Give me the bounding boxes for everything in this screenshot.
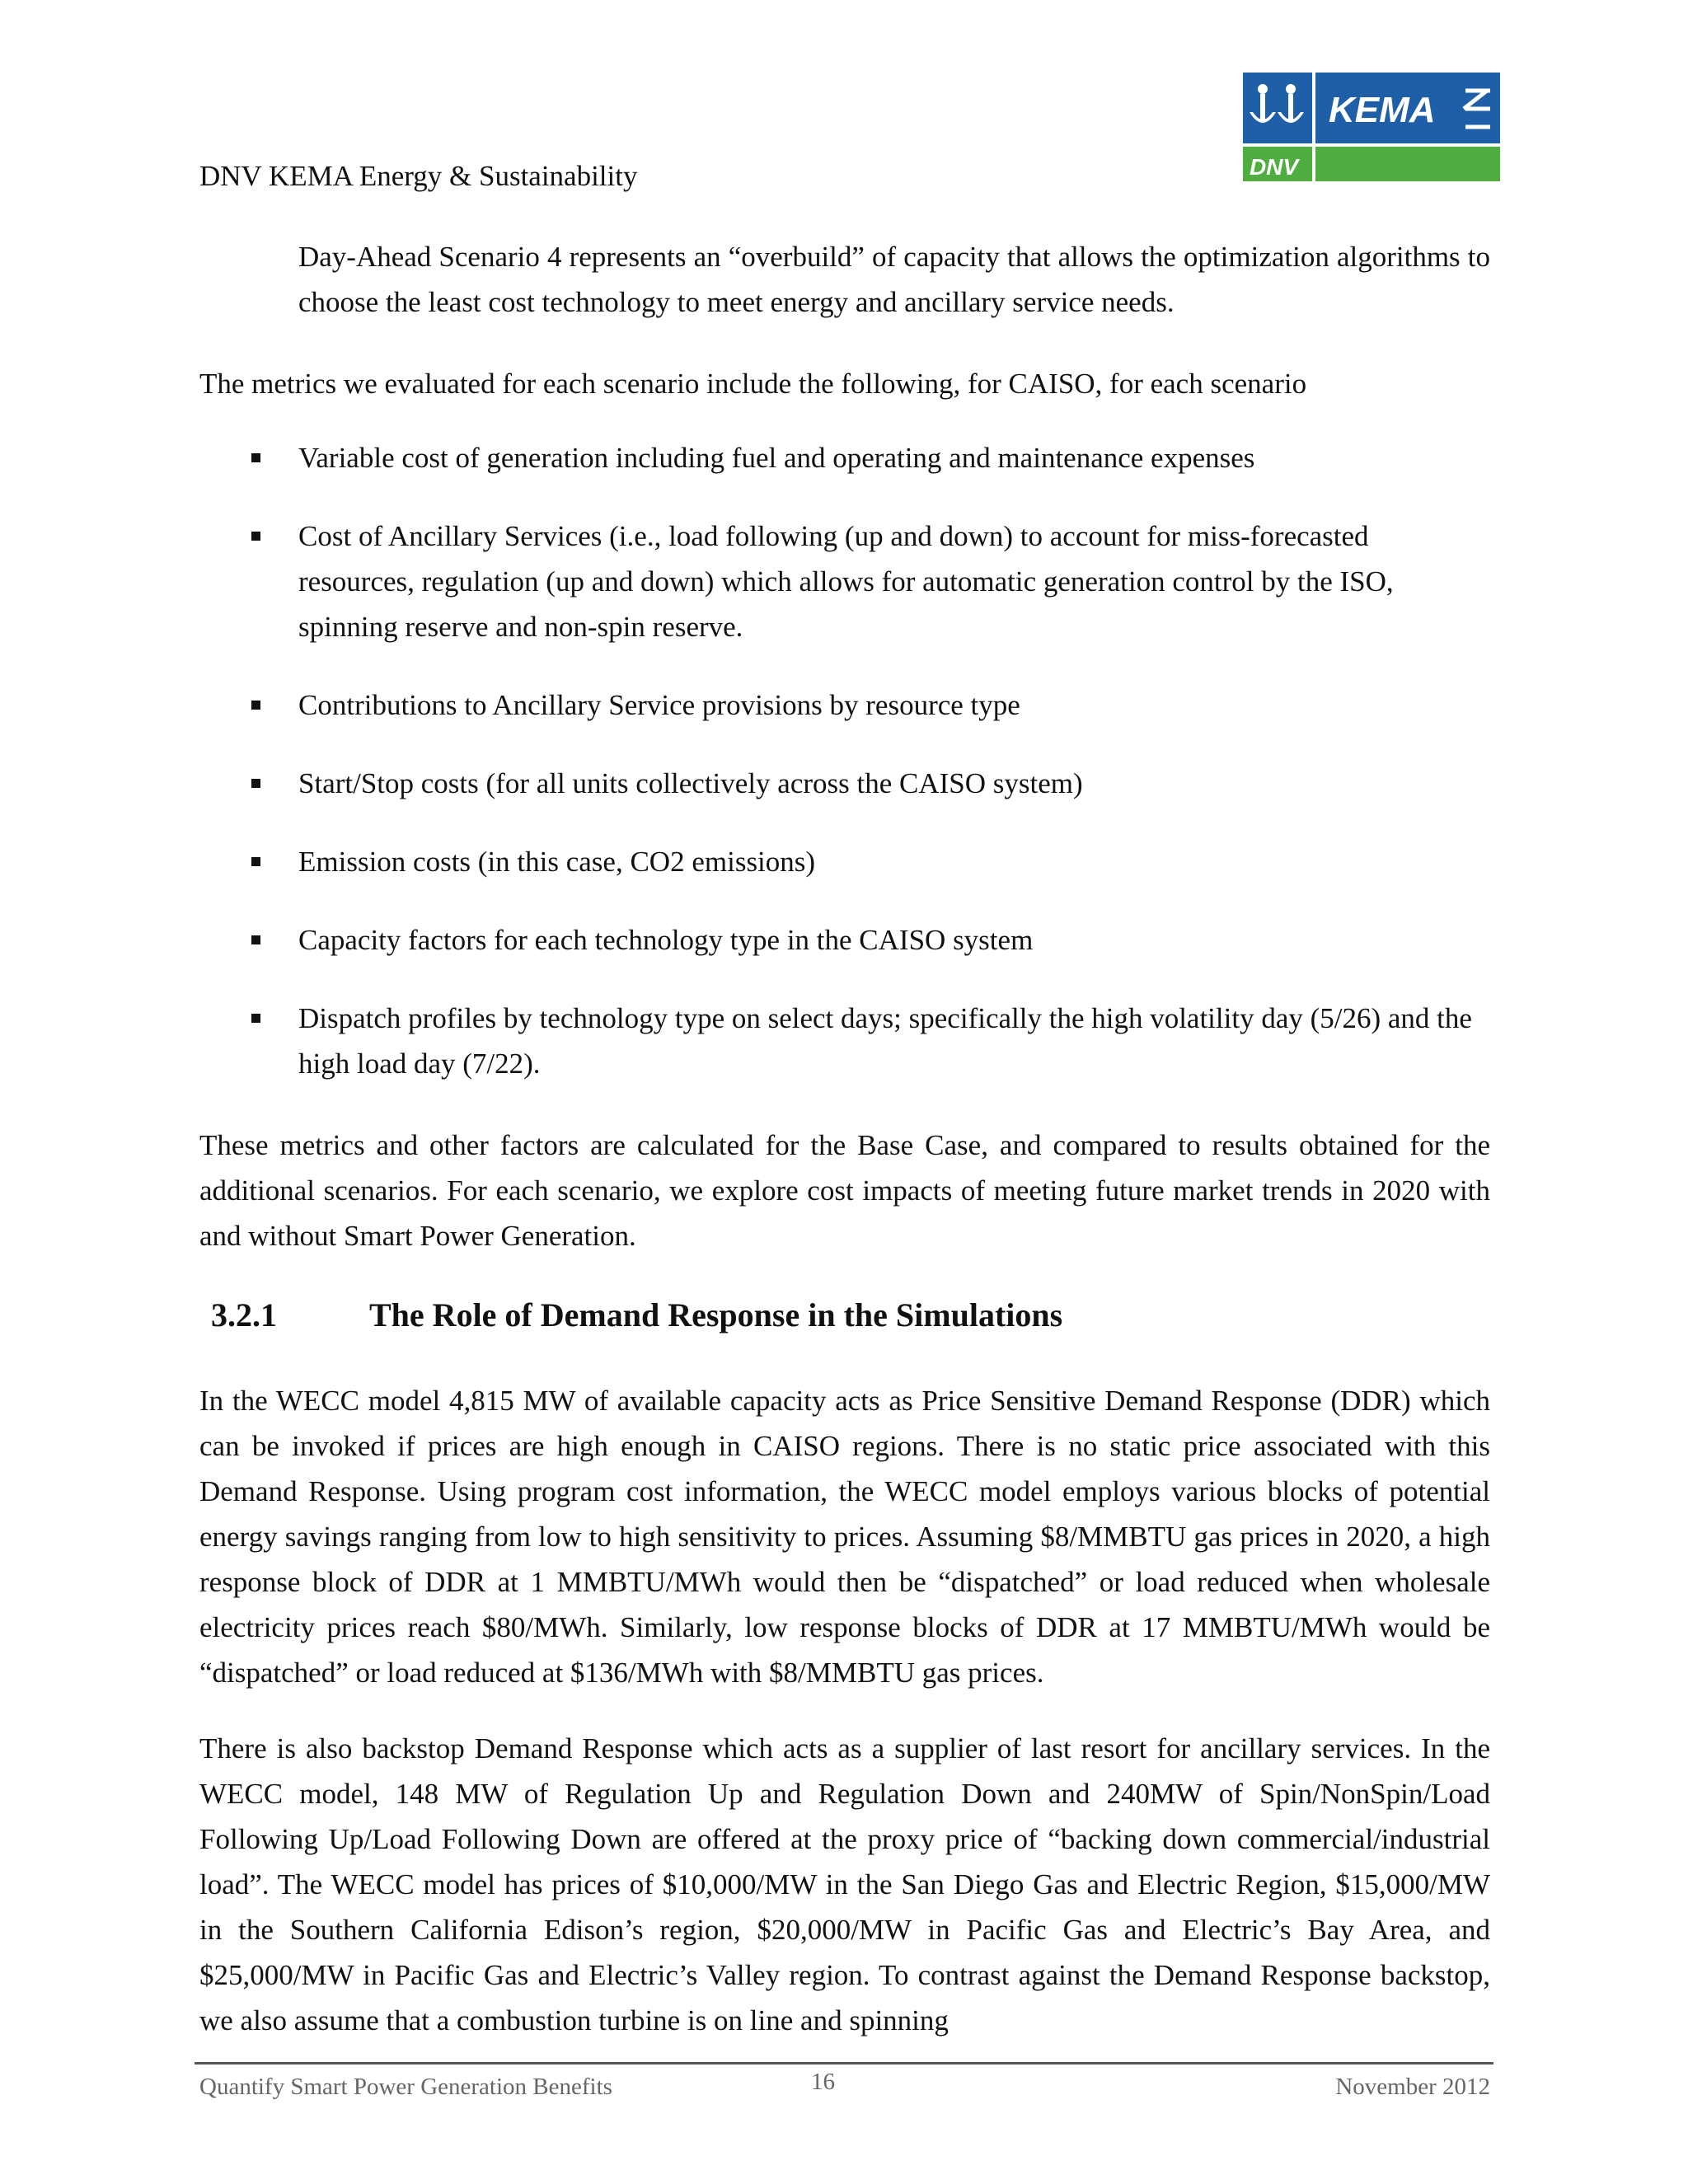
bullet-text: Start/Stop costs (for all units collectively across the CAISO system): [298, 767, 1083, 799]
footer-document-title: Quantify Smart Power Generation Benefits: [199, 2074, 612, 2100]
bullet-item: [199, 682, 1490, 728]
logo-divider: [1312, 73, 1315, 181]
summary-paragraph: These metrics and other factors are calculated for the Base Case, and compared to results obtained for the additional scenarios. For each scenario, we explore cost impacts of meeting future market trends in 2020 with and without Smart Power Generation.: [199, 1129, 1490, 1252]
bullet-item: [199, 435, 1490, 480]
bullet-text: Dispatch profiles by technology type on select days; specifically the high volatility day (5/26) and the high load day (7/22).: [298, 1002, 1472, 1080]
bullet-text: Contributions to Ancillary Service provisions by resource type: [298, 689, 1020, 721]
footer-date: November 2012: [1335, 2074, 1490, 2100]
bullet-text: Capacity factors for each technology type in the CAISO system: [298, 924, 1034, 956]
section-title: The Role of Demand Response in the Simulations: [369, 1296, 1063, 1333]
bullet-item: [199, 917, 1490, 963]
bullet-square-icon: [251, 1014, 260, 1023]
logo-brand-text: KEMA: [1329, 90, 1436, 130]
intro-paragraph: Day-Ahead Scenario 4 represents an “overbuild” of capacity that allows the optimization algorithms to choose the least cost technology to meet energy and ancillary service needs.: [298, 241, 1490, 318]
bullet-square-icon: [251, 779, 260, 788]
bullet-square-icon: [251, 857, 260, 866]
logo-divider-h: [1243, 143, 1500, 147]
section-number: 3.2.1: [211, 1296, 277, 1333]
footer-divider: [195, 2062, 1493, 2064]
footer-page-number: 16: [811, 2069, 835, 2095]
metrics-intro-paragraph: The metrics we evaluated for each scenario include the following, for CAISO, for each scenario: [199, 368, 1307, 400]
bullet-item: [199, 513, 1490, 649]
logo-sub-text: DNV: [1250, 154, 1299, 180]
section-paragraph-2: There is also backstop Demand Response which acts as a supplier of last resort for ancillary services. In the WECC model, 148 MW of Regulation Up and Regulation Down and 240MW of Spin/NonSpin/Load Following Up/Load Following Down are offered at the proxy price of “backing down commercial/industrial load”. The WECC model has prices of $10,000/MW in the San Diego Gas and Electric Region, $15,000/MW in the Southern California Edison’s region, $20,000/MW in Pacific Gas and Electric’s Bay Area, and $25,000/MW in Pacific Gas and Electric’s Valley region. To contrast against the Demand Response backstop, we also assume that a combustion turbine is on line and spinning: [199, 1732, 1490, 2036]
header-organization: DNV KEMA Energy & Sustainability: [199, 160, 638, 192]
bullet-square-icon: [251, 532, 260, 541]
bullet-item: [199, 761, 1490, 806]
bullet-square-icon: [251, 935, 260, 944]
bullet-item: [199, 996, 1490, 1086]
bullet-text: Emission costs (in this case, CO2 emissions): [298, 846, 816, 878]
bullet-text: Variable cost of generation including fuel and operating and maintenance expenses: [298, 442, 1255, 474]
bullet-item: [199, 839, 1490, 884]
section-heading: [211, 1292, 1062, 1338]
metrics-bullet-list: [199, 435, 1490, 1119]
dnv-kema-logo: [1243, 73, 1500, 181]
bullet-square-icon: [251, 701, 260, 710]
section-paragraph-1: In the WECC model 4,815 MW of available capacity acts as Price Sensitive Demand Response (DDR) which can be invoked if prices are high enough in CAISO regions. There is no static price associated with this Demand Response. Using program cost information, the WECC model employs various blocks of potential energy savings ranging from low to high sensitivity to prices. Assuming $8/MMBTU gas prices in 2020, a high response block of DDR at 1 MMBTU/MWh would then be “dispatched” or load reduced when wholesale electricity prices reach $80/MWh. Similarly, low response blocks of DDR at 17 MMBTU/MWh would be “dispatched” or load reduced at $136/MWh with $8/MMBTU gas prices.: [199, 1385, 1490, 1689]
bullet-text: Cost of Ancillary Services (i.e., load following (up and down) to account for miss-forecasted resources, regulation (up and down) which allows for automatic generation control by the ISO, spinning reserve and non-spin reserve.: [298, 520, 1394, 643]
bullet-square-icon: [251, 453, 260, 462]
